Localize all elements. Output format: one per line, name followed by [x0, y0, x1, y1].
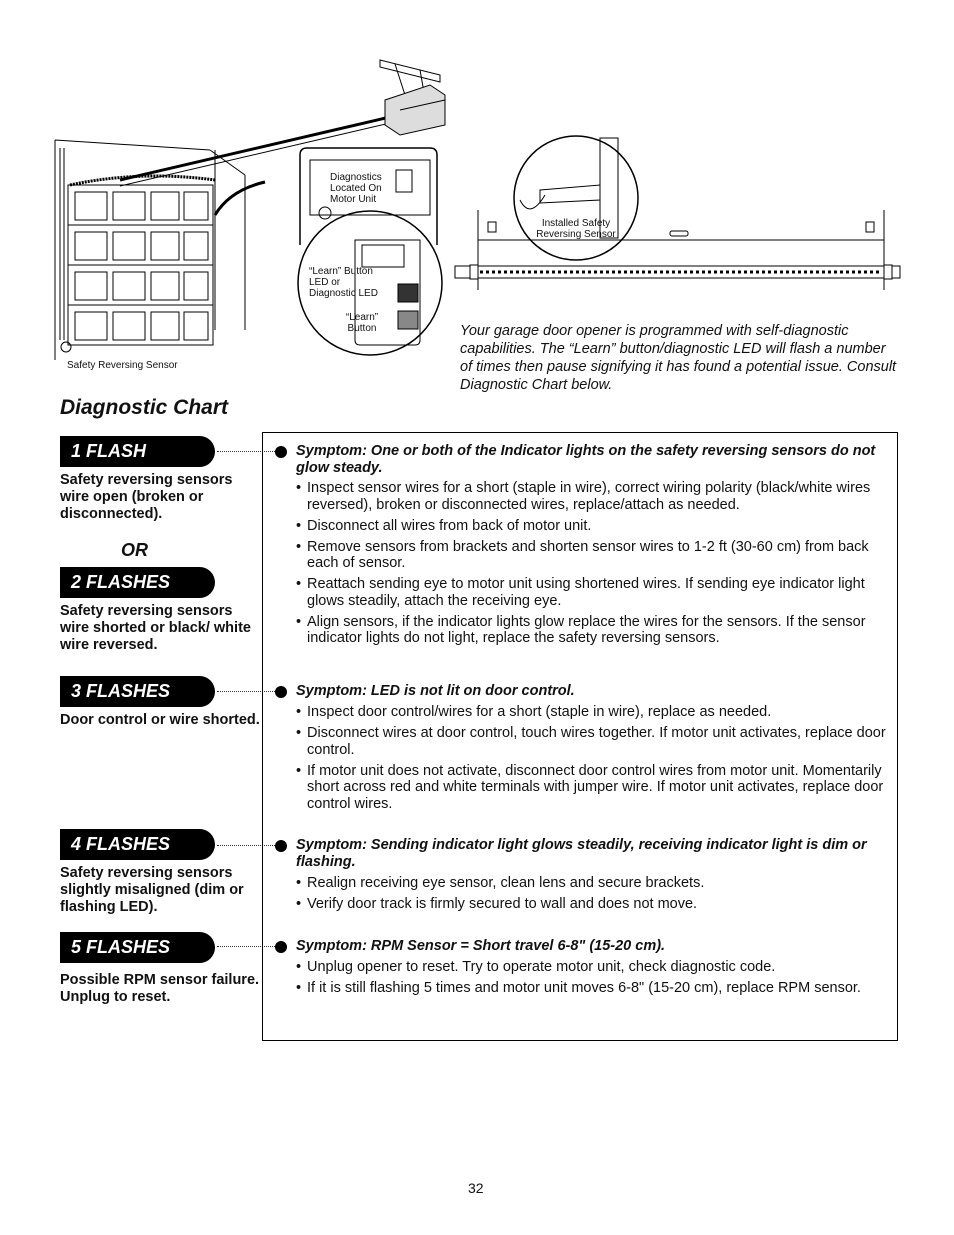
step-item: • Disconnect all wires from back of motor unit.: [296, 518, 891, 535]
step-item: • Inspect door control/wires for a short (staple in wire), replace as needed.: [296, 704, 891, 721]
diagnostics-caption: Diagnostics Located On Motor Unit: [330, 172, 382, 205]
learn-button-caption: “Learn” Button: [345, 312, 379, 334]
flash-desc-1: Safety reversing sensors wire open (broken or disconnected).: [60, 472, 233, 522]
step-item: • Verify door track is firmly secured to wall and does not move.: [296, 896, 891, 913]
symptom-title-1: Symptom: One or both of the Indicator lights on the safety reversing sensors do not glow steady.: [296, 443, 876, 476]
intro-paragraph: Your garage door opener is programmed with self-diagnostic capabilities. The “Learn” button/diagnostic LED will flash a number of times then pause signifying it has found a potential issue. Consult Diagnostic Chart below.: [460, 323, 897, 393]
flash-desc-5: Possible RPM sensor failure. Unplug to reset.: [60, 972, 260, 1005]
page-number: 32: [468, 1180, 484, 1196]
installed-sensor-caption: Installed Safety Reversing Sensor: [536, 218, 616, 240]
flash-desc-3: Door control or wire shorted.: [60, 712, 260, 728]
safety-sensor-caption: Safety Reversing Sensor: [67, 360, 178, 371]
symptom-bullet-icon: [275, 686, 287, 698]
flash-tag-4: 4 FLASHES: [60, 829, 215, 860]
flash-desc-2: Safety reversing sensors wire shorted or black/ white wire reversed.: [60, 603, 251, 653]
symptom-steps-2: [296, 704, 891, 817]
step-item: • Realign receiving eye sensor, clean lens and secure brackets.: [296, 875, 891, 892]
symptom-title-3: Symptom: Sending indicator light glows steadily, receiving indicator light is dim or flashing.: [296, 837, 867, 870]
symptom-bullet-icon: [275, 446, 287, 458]
symptom-steps-1: [296, 480, 891, 651]
flash-tag-2: 2 FLASHES: [60, 567, 215, 598]
step-item: • Remove sensors from brackets and shorten sensor wires to 1-2 ft (30-60 cm) from back each of sensor.: [296, 539, 891, 572]
symptom-bullet-icon: [275, 941, 287, 953]
step-item: • Reattach sending eye to motor unit using shortened wires. If sending eye indicator light glows steadily, attach the receiving eye.: [296, 576, 891, 609]
flash-tag-5: 5 FLASHES: [60, 932, 215, 963]
symptom-steps-3: [296, 875, 891, 917]
step-item: • If motor unit does not activate, disconnect door control wires from motor unit. Momentarily short across red and white terminals with jumper wire. If motor unit activates, replace door control wires.: [296, 763, 891, 813]
step-item: • Inspect sensor wires for a short (staple in wire), correct wiring polarity (black/white wires reversed), broken or disconnected wires, replace/attach as needed.: [296, 480, 891, 513]
symptom-title-4: Symptom: RPM Sensor = Short travel 6-8" (15-20 cm).: [296, 938, 666, 954]
page-title: Diagnostic Chart: [60, 396, 229, 419]
step-item: • If it is still flashing 5 times and motor unit moves 6-8" (15-20 cm), replace RPM sensor.: [296, 980, 891, 997]
flash-tag-3: 3 FLASHES: [60, 676, 215, 707]
step-item: • Unplug opener to reset. Try to operate motor unit, check diagnostic code.: [296, 959, 891, 976]
flash-desc-4: Safety reversing sensors slightly misaligned (dim or flashing LED).: [60, 865, 244, 915]
or-label: OR: [121, 540, 148, 560]
symptom-bullet-icon: [275, 840, 287, 852]
symptom-title-2: Symptom: LED is not lit on door control.: [296, 683, 575, 699]
step-item: • Align sensors, if the indicator lights glow replace the wires for the sensors. If the sensor indicator lights do not light, replace the safety reversing sensors.: [296, 614, 891, 647]
symptom-steps-4: [296, 959, 891, 1001]
flash-tag-1: 1 FLASH: [60, 436, 215, 467]
step-item: • Disconnect wires at door control, touch wires together. If motor unit activates, replace door control.: [296, 725, 891, 758]
learn-led-caption: “Learn” Button LED or Diagnostic LED: [309, 266, 378, 299]
